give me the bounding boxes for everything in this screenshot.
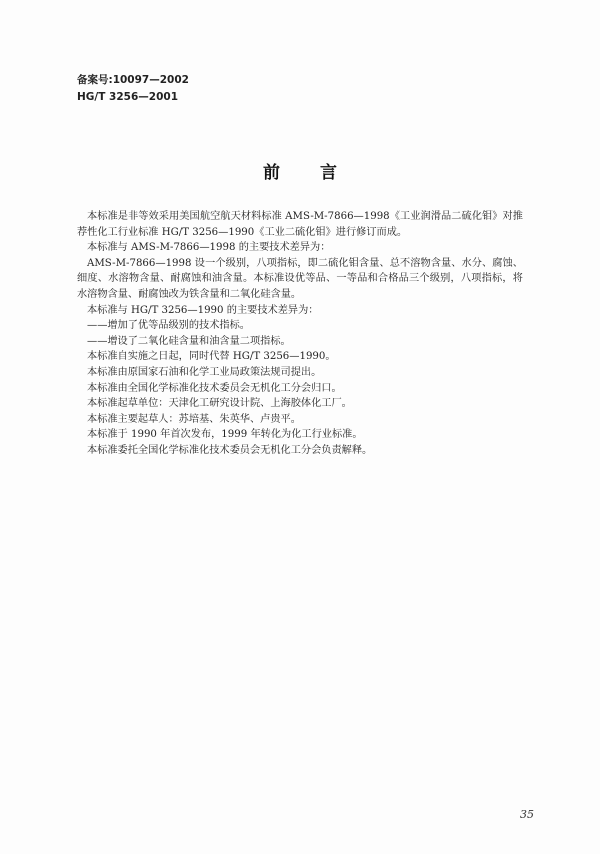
paragraph-supersede: 本标准自实施之日起，同时代替 HG/T 3256—1990。 [87, 351, 336, 363]
document-header [77, 72, 189, 106]
paragraph-diff-item-1: ——增加了优等品级别的技术指标。 [87, 320, 250, 332]
paragraph-diff-ams-intro: 本标准与 AMS-M-7866—1998 的主要技术差异为： [87, 242, 331, 254]
page-title: 前言 [263, 163, 377, 183]
standard-number: HG/T 3256—2001 [77, 91, 179, 103]
paragraph-drafters: 本标准主要起草人：苏培基、朱英华、卢贵平。 [87, 413, 301, 425]
paragraph-diff-item-2: ——增设了二氧化硅含量和油含量二项指标。 [87, 335, 291, 347]
record-number: 备案号:10097—2002 [77, 74, 189, 86]
paragraph-centralized: 本标准由全国化学标准化技术委员会无机化工分会归口。 [87, 382, 342, 394]
page-number: 35 [520, 808, 534, 821]
foreword-body [77, 209, 523, 459]
paragraph-proposer: 本标准由原国家石油和化学工业局政策法规司提出。 [87, 366, 322, 378]
paragraph-diff-ams-detail: AMS-M-7866—1998 设一个级别，八项指标，即二硫化钼含量、总不溶物含量、水分、腐蚀、细度、水溶物含量、耐腐蚀和油含量。本标准设优等品、一等品和合格品三个级别，八项指标，将水溶物含量、耐腐蚀改为铁含量和二氧化硅含量。 [77, 257, 523, 300]
paragraph-diff-hg-intro: 本标准与 HG/T 3256—1990 的主要技术差异为： [87, 304, 319, 316]
paragraph-drafting-units: 本标准起草单位：天津化工研究设计院、上海胶体化工厂。 [87, 398, 352, 410]
paragraph-history: 本标准于 1990 年首次发布，1999 年转化为化工行业标准。 [87, 429, 363, 441]
paragraph-adoption: 本标准是非等效采用美国航空航天材料标准 AMS-M-7866—1998《工业润滑品二硫化钼》对推荐性化工行业标准 HG/T 3256—1990《工业二硫化钼》进行修订而成。 [77, 211, 523, 238]
paragraph-interpretation: 本标准委托全国化学标准化技术委员会无机化工分会负责解释。 [87, 444, 373, 456]
